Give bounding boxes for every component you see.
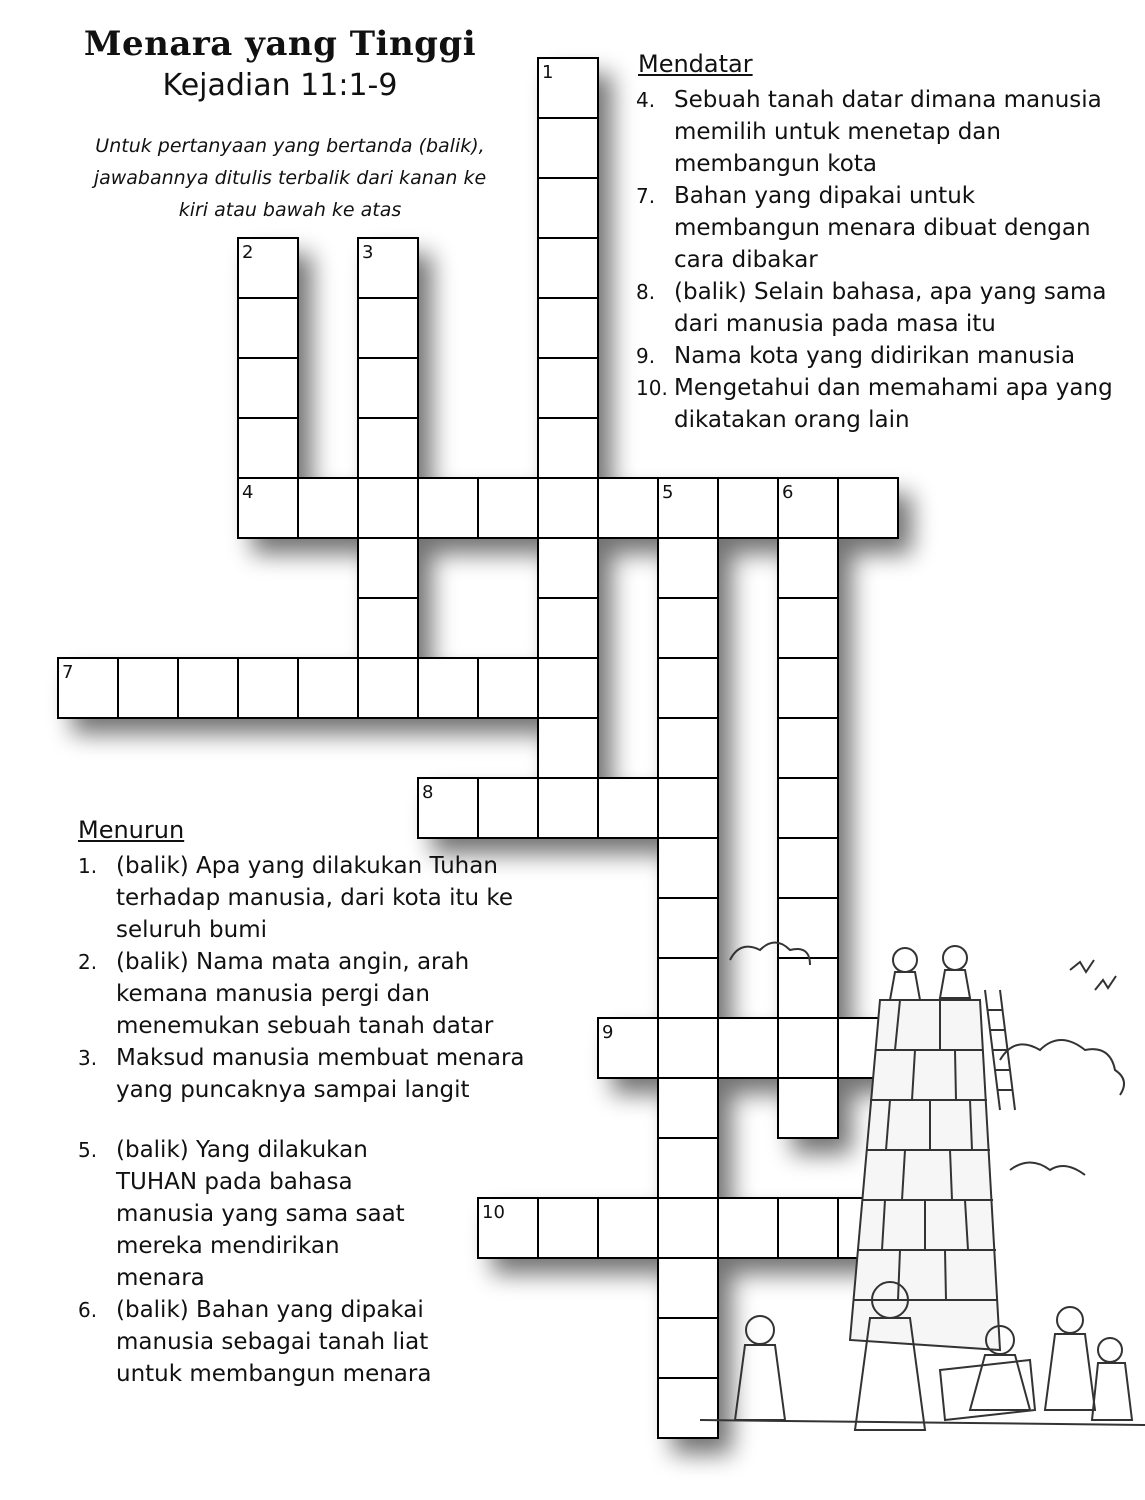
grid-cell[interactable] — [298, 478, 358, 538]
grid-cell[interactable] — [538, 778, 598, 838]
across-clue: 10. Mengetahui dan memahami apa yang dikatakan orang lain — [636, 375, 1113, 433]
scripture-reference: Kejadian 11:1-9 — [162, 68, 398, 103]
grid-cell[interactable] — [358, 658, 418, 718]
grid-cell[interactable] — [358, 358, 418, 418]
grid-cell[interactable] — [778, 658, 838, 718]
grid-cell[interactable] — [598, 778, 658, 838]
grid-cell[interactable] — [358, 538, 418, 598]
grid-cell[interactable] — [358, 418, 418, 478]
grid-cell[interactable] — [358, 298, 418, 358]
grid-cell[interactable] — [178, 658, 238, 718]
clue-number: 2 — [242, 242, 254, 263]
grid-cell[interactable] — [538, 658, 598, 718]
clue-number: 4 — [242, 482, 254, 503]
clue-number: 5 — [662, 482, 674, 503]
grid-cell[interactable] — [538, 718, 598, 778]
grid-cell[interactable] — [418, 478, 478, 538]
down-clue: 2. (balik) Nama mata angin, arah kemana manusia pergi dan menemukan sebuah tanah datar — [78, 949, 494, 1039]
grid-cell[interactable] — [718, 478, 778, 538]
tower-of-babel-illustration — [700, 920, 1145, 1440]
grid-cell[interactable] — [778, 598, 838, 658]
grid-cell[interactable] — [538, 298, 598, 358]
down-clue: 6. (balik) Bahan yang dipakai manusia sebagai tanah liat untuk membangun menara — [78, 1297, 432, 1387]
grid-cell[interactable] — [358, 478, 418, 538]
instruction-text: Untuk pertanyaan yang bertanda (balik), jawabannya ditulis terbalik dari kanan ke kiri atau bawah ke atas — [93, 135, 487, 221]
grid-cell[interactable] — [478, 778, 538, 838]
clue-number: 8 — [422, 782, 434, 803]
down-clue: 3. Maksud manusia membuat menara yang puncaknya sampai langit — [78, 1045, 525, 1103]
grid-cell[interactable] — [658, 538, 718, 598]
grid-cell[interactable] — [238, 658, 298, 718]
grid-cell[interactable] — [658, 658, 718, 718]
grid-cell[interactable] — [538, 598, 598, 658]
grid-cell[interactable] — [538, 478, 598, 538]
down-clue: 5. (balik) Yang dilakukan TUHAN pada bahasa manusia yang sama saat mereka mendirikan menara — [78, 1137, 405, 1291]
grid-cell[interactable] — [238, 418, 298, 478]
grid-cell[interactable] — [538, 538, 598, 598]
grid-cell[interactable] — [298, 658, 358, 718]
grid-cell[interactable] — [598, 1198, 658, 1258]
grid-cell[interactable] — [658, 838, 718, 898]
grid-cell[interactable] — [538, 238, 598, 298]
grid-cell[interactable] — [478, 658, 538, 718]
across-clue-list — [636, 84, 1126, 436]
grid-cell[interactable] — [538, 418, 598, 478]
grid-cell[interactable] — [538, 178, 598, 238]
down-heading: Menurun — [78, 816, 185, 844]
grid-cell[interactable] — [478, 478, 538, 538]
grid-cell[interactable] — [418, 658, 478, 718]
clue-number: 1 — [542, 62, 554, 83]
clue-number: 3 — [362, 242, 374, 263]
clue-number: 7 — [62, 662, 74, 683]
grid-cell[interactable] — [238, 358, 298, 418]
down-clue: 1. (balik) Apa yang dilakukan Tuhan terhadap manusia, dari kota itu ke seluruh bumi — [78, 853, 514, 943]
across-clue: 8. (balik) Selain bahasa, apa yang sama dari manusia pada masa itu — [636, 279, 1107, 337]
page-title: Menara yang Tinggi — [83, 24, 477, 64]
grid-cell[interactable] — [778, 778, 838, 838]
across-heading: Mendatar — [638, 50, 753, 78]
clue-number: 10 — [482, 1202, 505, 1223]
grid-cell[interactable] — [538, 358, 598, 418]
clue-number: 6 — [782, 482, 794, 503]
grid-cell[interactable] — [838, 478, 898, 538]
down-clue-list — [78, 850, 568, 1390]
across-clue: 4. Sebuah tanah datar dimana manusia memilih untuk menetap dan membangun kota — [636, 87, 1102, 177]
across-clue: 9. Nama kota yang didirikan manusia — [636, 343, 1076, 369]
grid-cell[interactable] — [358, 598, 418, 658]
grid-cell[interactable] — [118, 658, 178, 718]
grid-cell[interactable] — [778, 838, 838, 898]
grid-cell[interactable] — [658, 598, 718, 658]
grid-cell[interactable] — [538, 118, 598, 178]
grid-cell[interactable] — [658, 778, 718, 838]
grid-cell[interactable] — [778, 718, 838, 778]
across-clue: 7. Bahan yang dipakai untuk membangun menara dibuat dengan cara dibakar — [636, 183, 1091, 273]
clue-number: 9 — [602, 1022, 614, 1043]
grid-cell[interactable] — [598, 478, 658, 538]
grid-cell[interactable] — [238, 298, 298, 358]
grid-cell[interactable] — [778, 538, 838, 598]
grid-cell[interactable] — [658, 718, 718, 778]
